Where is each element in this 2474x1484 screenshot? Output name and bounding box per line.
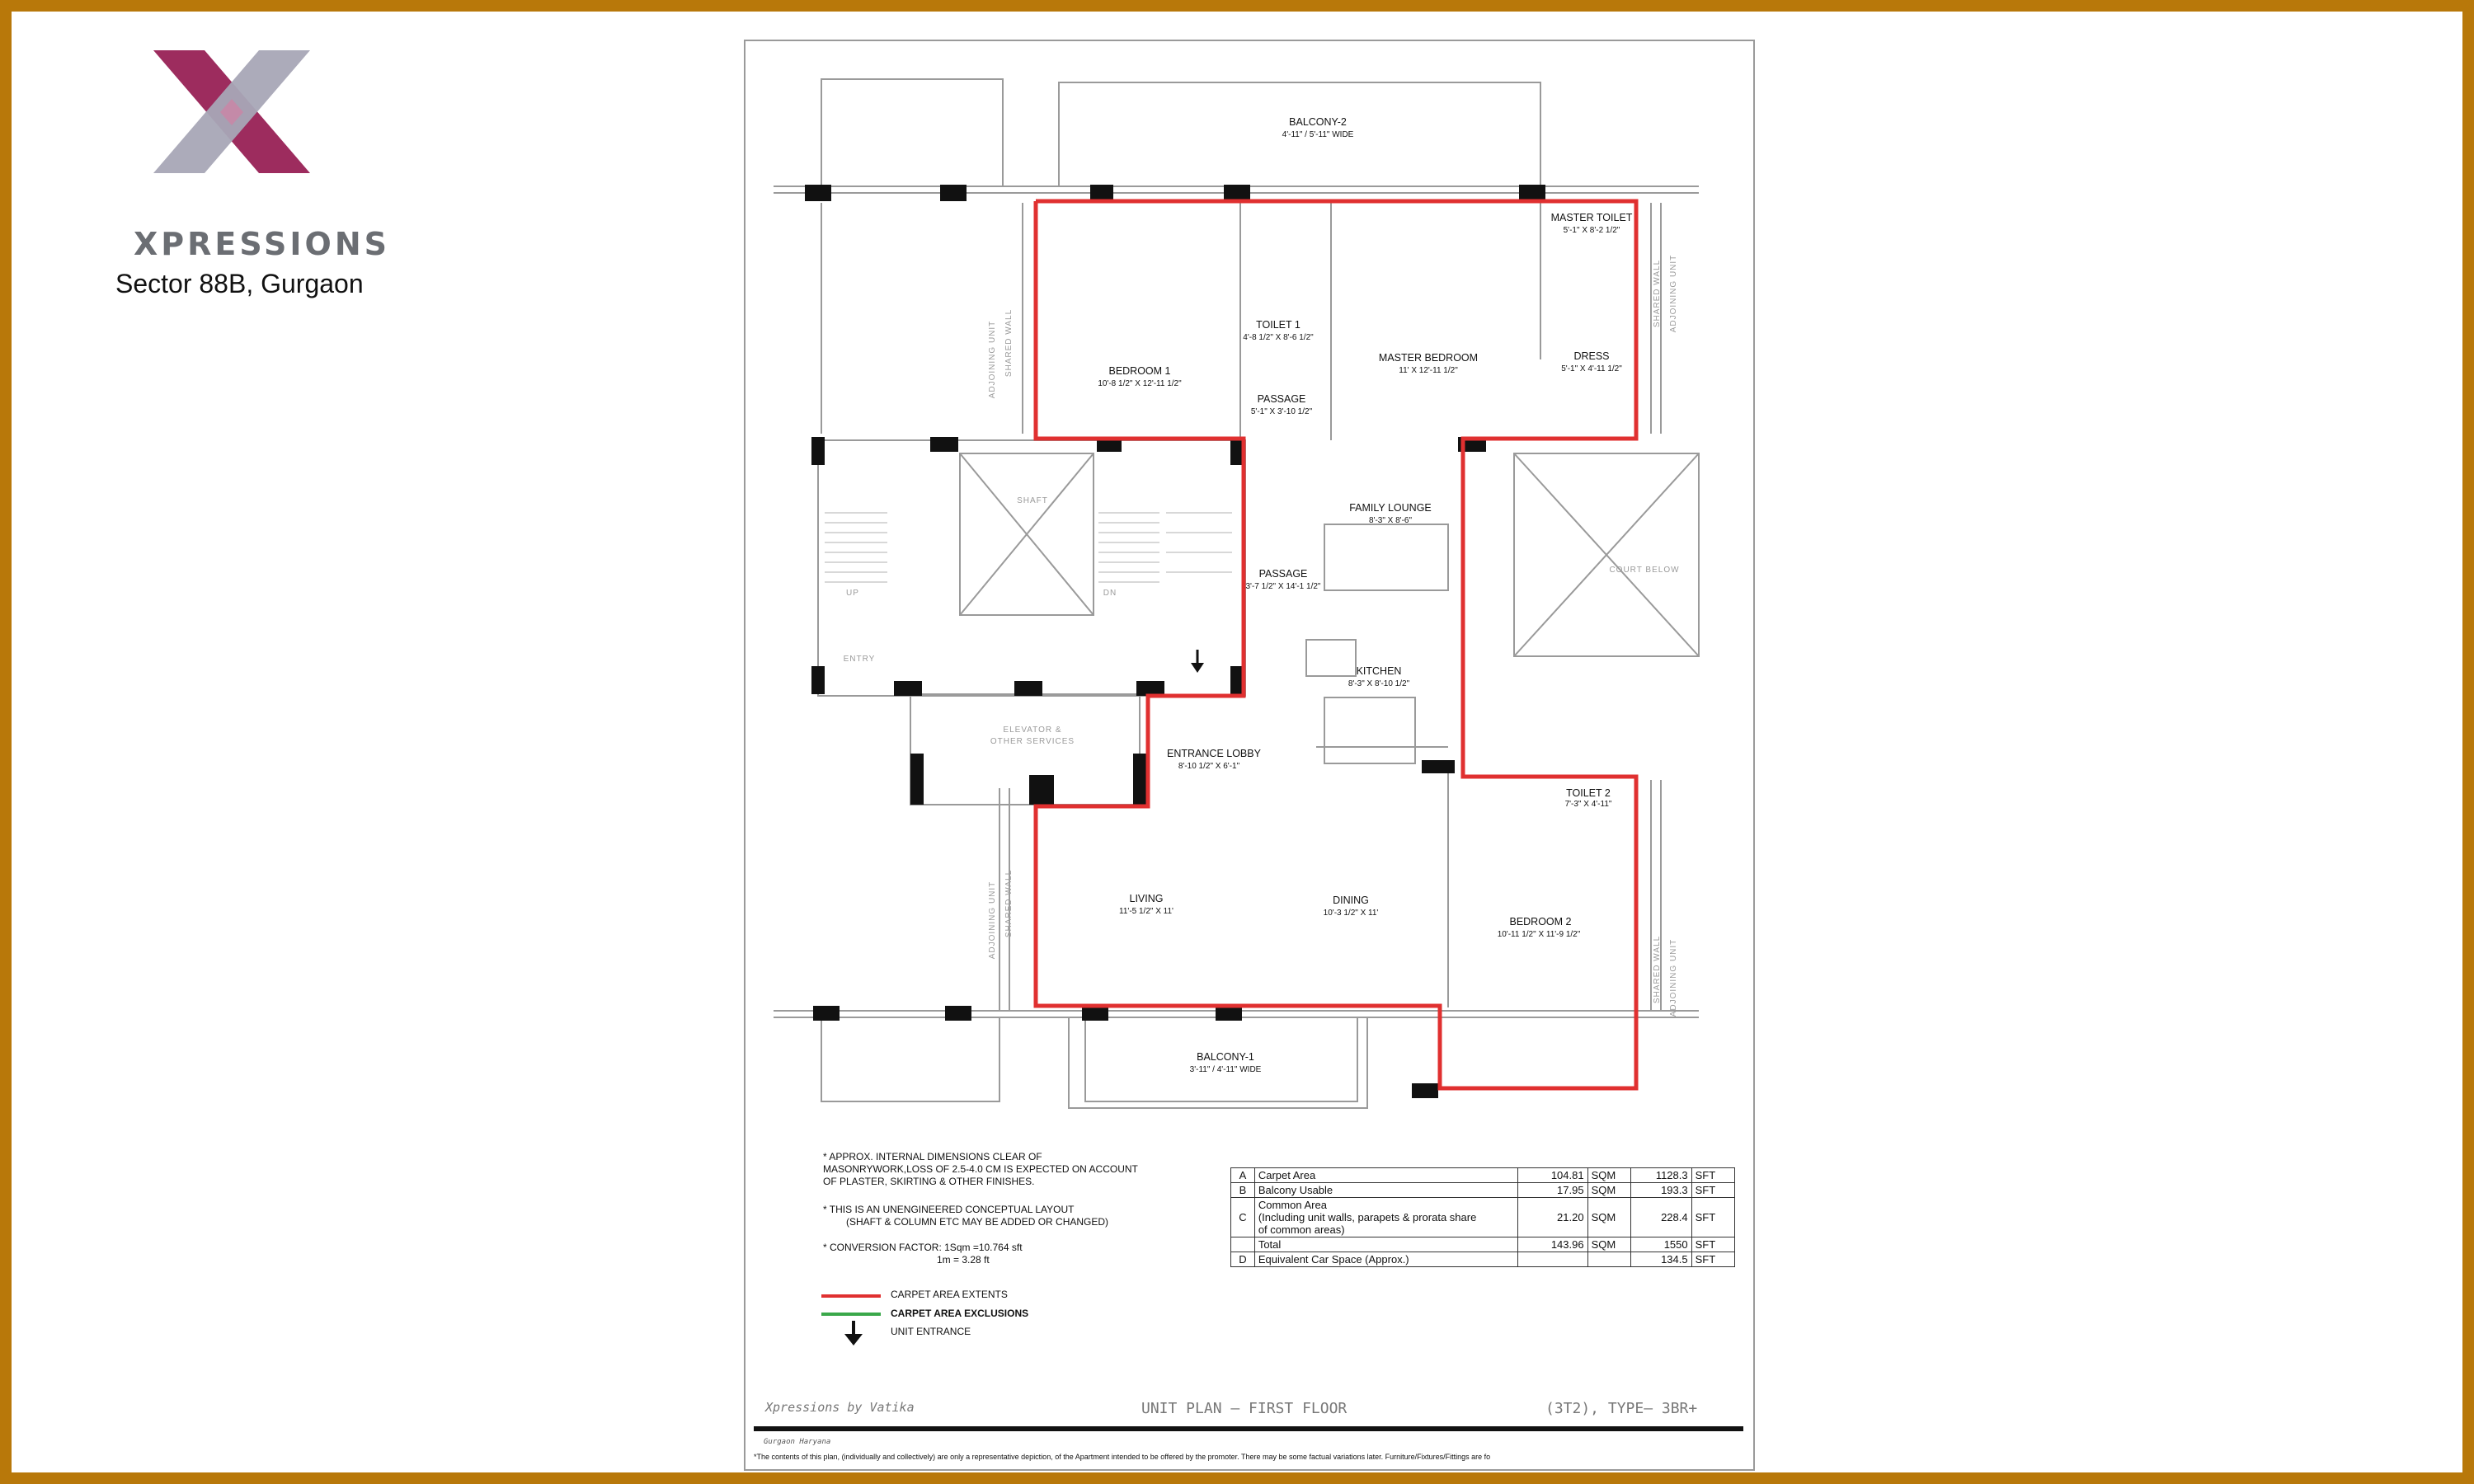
room-dim-dining: 10'-3 1/2" X 11' — [1323, 909, 1379, 918]
room-name-balcony-1: BALCONY-1 — [1197, 1051, 1254, 1063]
room-dim-toilet-1: 4'-8 1/2" X 8'-6 1/2" — [1243, 333, 1314, 342]
room-name-dining: DINING — [1333, 895, 1369, 906]
logo-x-mark — [28, 28, 457, 226]
room-name-dress: DRESS — [1573, 350, 1610, 362]
adjoining-unit-label-right-bottom: ADJOINING UNIT — [1669, 938, 1678, 1017]
room-name-toilet-2: TOILET 2 — [1566, 787, 1611, 799]
room-dim-bedroom-1: 10'-8 1/2" X 12'-11 1/2" — [1098, 379, 1182, 388]
brand-location: Sector 88B, Gurgaon — [115, 269, 364, 298]
area-table — [1230, 1167, 1735, 1267]
room-dim-kitchen: 8'-3" X 8'-10 1/2" — [1348, 679, 1410, 688]
adjoining-unit-label-bottom: ADJOINING UNIT — [988, 881, 997, 960]
brand-name: XPRESSIONS — [134, 226, 391, 262]
brand-logo — [28, 28, 457, 300]
legend-swatch-carpet — [821, 1294, 881, 1298]
room-name-living: LIVING — [1129, 893, 1164, 904]
shared-wall-label-bottom: SHARED WALL — [1004, 869, 1014, 938]
adjoining-unit-label-top: ADJOINING UNIT — [988, 320, 997, 399]
entrance-arrow-icon — [1191, 650, 1204, 673]
note-layout: * THIS IS AN UNENGINEERED CONCEPTUAL LAYOUT (SHAFT & COLUMN ETC MAY BE ADDED OR CHANGED) — [823, 1204, 1109, 1228]
legend-swatch-exclusions — [821, 1313, 881, 1316]
unit-type: (3T2), TYPE– 3BR+ — [1545, 1400, 1698, 1417]
elevator-label-1: ELEVATOR & — [1003, 726, 1062, 735]
table-row: A Carpet Area 104.81 SQM 1128.3 SFT — [1231, 1168, 1735, 1183]
room-dim-bedroom-2: 10'-11 1/2" X 11'-9 1/2" — [1497, 930, 1581, 939]
room-name-master-toilet: MASTER TOILET — [1550, 212, 1633, 223]
unit-entrance-arrow-icon — [841, 1319, 866, 1347]
room-dim-balcony-1: 3'-11" / 4'-11" WIDE — [1189, 1065, 1262, 1074]
shaft-label: SHAFT — [1017, 496, 1048, 505]
table-row: Total 143.96 SQM 1550 SFT — [1231, 1237, 1735, 1252]
stair-up-label: UP — [846, 589, 859, 598]
table-row: C Common Area (Including unit walls, parapets & prorata share of common areas) 21.20 SQM 228.4 SFT — [1231, 1198, 1735, 1237]
room-dim-dress: 5'-1" X 4'-11 1/2" — [1561, 364, 1622, 373]
room-dim-toilet-2: 7'-3" X 4'-11" — [1564, 800, 1612, 809]
carpet-area-outline — [1036, 201, 1636, 1088]
room-name-kitchen: KITCHEN — [1356, 665, 1402, 677]
room-dim-entrance-lobby: 8'-10 1/2" X 6'-1" — [1178, 762, 1240, 771]
legend-label-carpet: CARPET AREA EXTENTS — [891, 1289, 1008, 1300]
plan-title: UNIT PLAN – FIRST FLOOR — [1141, 1400, 1348, 1417]
room-dim-living: 11'-5 1/2" X 11' — [1119, 907, 1174, 916]
note-dimensions: * APPROX. INTERNAL DIMENSIONS CLEAR OF MASONRYWORK,LOSS OF 2.5-4.0 CM IS EXPECTED ON ACCOUNT OF PLASTER, SKIRTING & OTHER FINISHES. — [823, 1151, 1138, 1187]
shared-wall-label-right-bottom: SHARED WALL — [1653, 935, 1662, 1004]
room-dim-master-toilet: 5'-1" X 8'-2 1/2" — [1563, 226, 1620, 235]
room-dim-passage-1: 5'-1" X 3'-10 1/2" — [1250, 407, 1313, 416]
court-below-label: COURT BELOW — [1609, 566, 1680, 575]
room-dim-master-bedroom: 11' X 12'-11 1/2" — [1399, 366, 1458, 375]
room-name-bedroom-1: BEDROOM 1 — [1108, 365, 1171, 377]
legend-label-exclusions: CARPET AREA EXCLUSIONS — [891, 1308, 1029, 1319]
room-name-toilet-1: TOILET 1 — [1256, 319, 1300, 331]
floor-plan-drawing — [745, 41, 1753, 1146]
room-name-entrance-lobby: ENTRANCE LOBBY — [1167, 748, 1261, 759]
room-dim-balcony-2: 4'-11" / 5'-11" WIDE — [1282, 130, 1354, 139]
room-dim-family-lounge: 8'-3" X 8'-6" — [1368, 516, 1413, 525]
room-name-master-bedroom: MASTER BEDROOM — [1378, 352, 1479, 364]
shared-wall-label-right-top: SHARED WALL — [1653, 259, 1662, 328]
room-name-bedroom-2: BEDROOM 2 — [1509, 916, 1572, 928]
elevator-label-2: OTHER SERVICES — [990, 737, 1075, 746]
room-name-passage-1: PASSAGE — [1257, 393, 1306, 405]
table-row: D Equivalent Car Space (Approx.) 134.5 SFT — [1231, 1252, 1735, 1267]
project-name: Xpressions by Vatika — [765, 1400, 915, 1415]
legend-label-entrance: UNIT ENTRANCE — [891, 1326, 971, 1337]
floor-plan-sheet — [744, 40, 1755, 1471]
room-name-passage-2: PASSAGE — [1258, 568, 1308, 580]
table-row: B Balcony Usable 17.95 SQM 193.3 SFT — [1231, 1183, 1735, 1198]
room-dim-passage-2: 3'-7 1/2" X 14'-1 1/2" — [1245, 582, 1321, 591]
room-name-balcony-2: BALCONY-2 — [1289, 116, 1347, 128]
adjoining-unit-label-right-top: ADJOINING UNIT — [1669, 254, 1678, 333]
title-rule — [754, 1426, 1743, 1431]
room-name-family-lounge: FAMILY LOUNGE — [1349, 502, 1432, 514]
note-conversion: * CONVERSION FACTOR: 1Sqm =10.764 sft 1m = 3.28 ft — [823, 1242, 1023, 1266]
entry-label: ENTRY — [843, 655, 876, 664]
stair-dn-label: DN — [1103, 589, 1117, 598]
project-location: Gurgaon Haryana — [764, 1438, 831, 1446]
shared-wall-label-top: SHARED WALL — [1004, 308, 1014, 378]
disclaimer: *The contents of this plan, (individually and collectively) are only a representative depiction, of the Apartment intended to be offered by the promoter. There may be some factual variations later. Furniture/Fixtures/Fittings are fo — [754, 1453, 1491, 1461]
